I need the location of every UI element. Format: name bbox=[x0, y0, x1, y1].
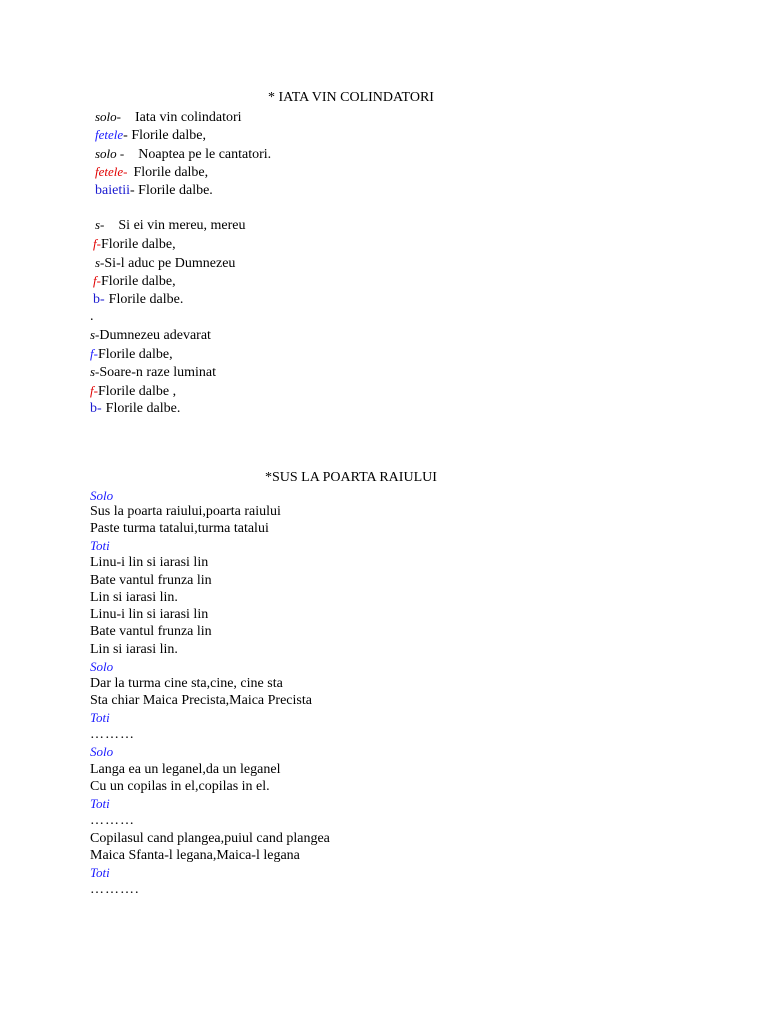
singer-label: s- bbox=[95, 217, 105, 232]
lyric-line: Linu-i lin si iarasi lin bbox=[90, 607, 209, 622]
singer-label: fetele bbox=[95, 127, 124, 142]
singer-label: s- bbox=[90, 327, 100, 342]
lyric-text: Iata vin colindatori bbox=[135, 110, 242, 125]
song1-line bbox=[95, 182, 213, 200]
singer-label: f- bbox=[93, 273, 101, 288]
lyric-line: Sus la poarta raiului,poarta raiului bbox=[90, 504, 281, 519]
singer-label: b- bbox=[90, 401, 102, 416]
ellipsis-line: ……… bbox=[90, 813, 135, 828]
song1-title: * IATA VIN COLINDATORI bbox=[268, 90, 434, 105]
singer-label: b- bbox=[93, 292, 105, 307]
ellipsis-line: ……… bbox=[90, 727, 135, 742]
singer-label: solo- bbox=[95, 109, 121, 124]
lyric-line: Lin si iarasi lin. bbox=[90, 642, 178, 657]
song1-line bbox=[90, 308, 94, 326]
singer-label: Toti bbox=[90, 710, 110, 725]
song1-line bbox=[90, 326, 211, 345]
singer-label: Toti bbox=[90, 796, 110, 811]
lyric-line: Bate vantul frunza lin bbox=[90, 624, 212, 639]
lyric-text: - Florile dalbe, bbox=[123, 128, 206, 143]
lyric-text: Florile dalbe. bbox=[108, 292, 184, 307]
lyric-text: . bbox=[90, 309, 94, 324]
singer-label: f- bbox=[93, 236, 101, 251]
singer-label: Toti bbox=[90, 538, 110, 553]
singer-label: baietii bbox=[95, 183, 130, 198]
song1-line bbox=[90, 363, 216, 382]
lyric-text: Dumnezeu adevarat bbox=[99, 328, 211, 343]
lyric-line: Langa ea un leganel,da un leganel bbox=[90, 762, 281, 777]
singer-label: fetele- bbox=[95, 164, 128, 179]
lyric-text: Florile dalbe, bbox=[97, 347, 173, 362]
singer-label: Solo bbox=[90, 659, 114, 674]
lyric-text: Si-l aduc pe Dumnezeu bbox=[104, 256, 236, 271]
lyric-text: Si ei vin mereu, mereu bbox=[118, 218, 246, 233]
song1-line bbox=[95, 145, 271, 164]
lyric-text: Noaptea pe le cantatori. bbox=[138, 147, 272, 162]
singer-label: f- bbox=[90, 383, 98, 398]
song1-line bbox=[93, 235, 176, 254]
singer-label: Solo bbox=[90, 744, 114, 759]
lyric-line: Paste turma tatalui,turma tatalui bbox=[90, 521, 269, 536]
lyric-line: Lin si iarasi lin. bbox=[90, 590, 178, 605]
song2-title: *SUS LA POARTA RAIULUI bbox=[265, 470, 437, 485]
lyric-text: - Florile dalbe. bbox=[130, 183, 213, 198]
lyric-text: Florile dalbe , bbox=[97, 384, 177, 399]
lyric-line: Dar la turma cine sta,cine, cine sta bbox=[90, 676, 283, 691]
lyric-line: Linu-i lin si iarasi lin bbox=[90, 555, 209, 570]
lyric-text: Florile dalbe, bbox=[100, 274, 176, 289]
lyric-line: Maica Sfanta-l legana,Maica-l legana bbox=[90, 848, 300, 863]
song1-line bbox=[90, 345, 173, 364]
song1-line bbox=[90, 400, 180, 418]
lyric-text: Florile dalbe. bbox=[105, 401, 181, 416]
lyric-text: Florile dalbe, bbox=[133, 165, 209, 180]
singer-label: Solo bbox=[90, 488, 114, 503]
song1-line bbox=[90, 382, 176, 401]
singer-label: solo - bbox=[95, 146, 125, 161]
singer-label: s- bbox=[90, 364, 100, 379]
song1-line bbox=[95, 163, 208, 182]
lyric-line: Cu un copilas in el,copilas in el. bbox=[90, 779, 270, 794]
song1-line bbox=[95, 126, 206, 145]
lyric-line: Sta chiar Maica Precista,Maica Precista bbox=[90, 693, 312, 708]
ellipsis-line: ………. bbox=[90, 882, 140, 897]
lyric-text: Florile dalbe, bbox=[100, 237, 176, 252]
song1-line bbox=[95, 216, 246, 235]
lyric-text: Soare-n raze luminat bbox=[99, 365, 217, 380]
song1-line bbox=[93, 291, 183, 309]
singer-label: f- bbox=[90, 346, 98, 361]
singer-label: Toti bbox=[90, 865, 110, 880]
song1-line bbox=[95, 108, 242, 127]
lyric-line: Bate vantul frunza lin bbox=[90, 573, 212, 588]
singer-label: s- bbox=[95, 255, 105, 270]
song1-line bbox=[95, 254, 235, 273]
lyric-line: Copilasul cand plangea,puiul cand plangea bbox=[90, 831, 330, 846]
song1-line bbox=[93, 272, 176, 291]
